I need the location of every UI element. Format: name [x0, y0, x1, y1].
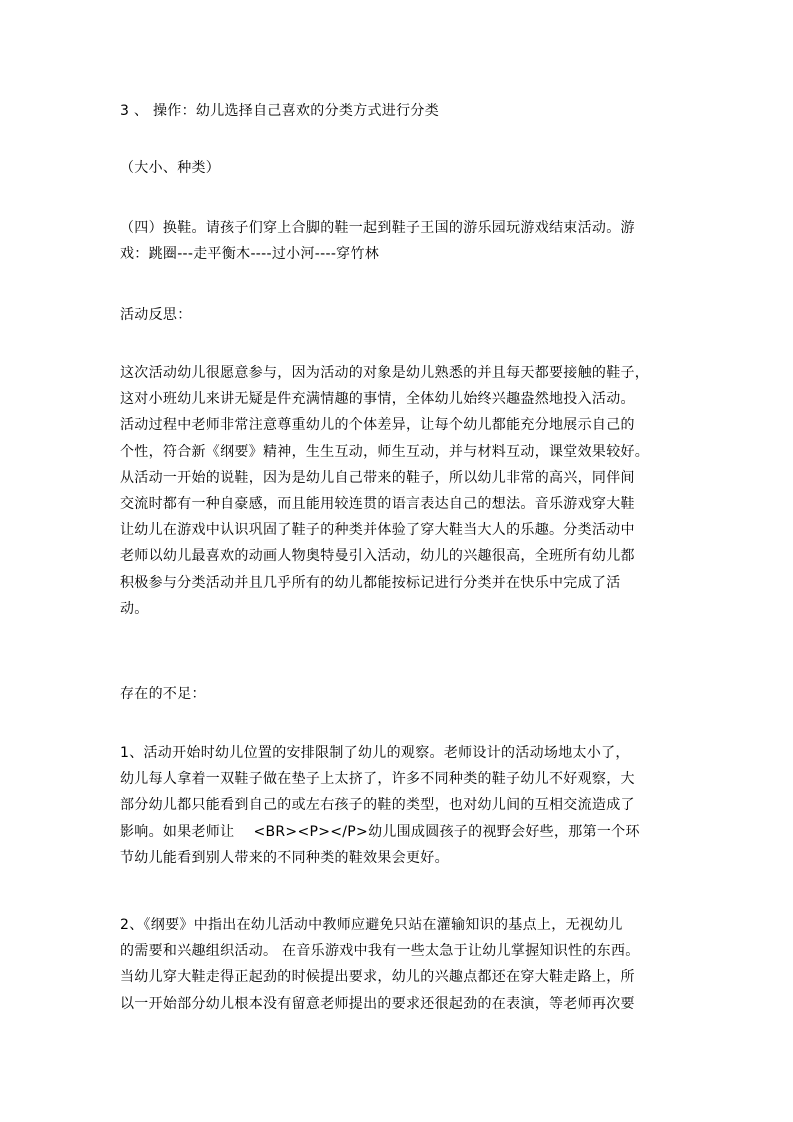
shortcoming-point-2: [120, 912, 680, 1017]
paragraph-line: 部分幼儿都只能看到自己的或左右孩子的鞋的类型，也对幼儿间的互相交流造成了: [120, 797, 635, 814]
step-4-paragraph: [120, 215, 680, 267]
paragraph-line: 个性，符合新《纲要》精神，生生互动，师生互动，并与材料互动，课堂效果较好。: [120, 443, 650, 460]
section-3-heading: 3 、 操作：幼儿选择自己喜欢的分类方式进行分类: [120, 103, 440, 119]
paragraph-line: 当幼儿穿大鞋走得正起劲的时候提出要求，幼儿的兴趣点都还在穿大鞋走路上，所: [120, 969, 635, 986]
paragraph-line: 这对小班幼儿来讲无疑是件充满情趣的事情，全体幼儿始终兴趣盎然地投入活动。: [120, 391, 635, 408]
paragraph-line: 交流时都有一种自豪感，而且能用较连贯的语言表达自己的想法。音乐游戏穿大鞋: [120, 496, 635, 513]
paragraph-line: 幼儿每人拿着一双鞋子做在垫子上太挤了，许多不同种类的鞋子幼儿不好观察，大: [120, 771, 635, 788]
size-kind-note: （大小、种类）: [120, 160, 221, 176]
paragraph-line: 活动过程中老师非常注意尊重幼儿的个体差异，让每个幼儿都能充分地展示自己的: [120, 417, 635, 434]
paragraph-line: 以一开始部分幼儿根本没有留意老师提出的要求还很起劲的在表演，等老师再次要: [120, 995, 635, 1012]
paragraph-line: 的需要和兴趣组织活动。 在音乐游戏中我有一些太急于让幼儿掌握知识性的东西。: [120, 943, 640, 960]
shortcoming-point-1: [120, 740, 680, 871]
paragraph-line: 从活动一开始的说鞋，因为是幼儿自己带来的鞋子，所以幼儿非常的高兴，同伴间: [120, 469, 635, 486]
paragraph-line: （四）换鞋。请孩子们穿上合脚的鞋一起到鞋子王国的游乐园玩游戏结束活动。游: [120, 220, 635, 236]
reflection-paragraph: [120, 360, 680, 622]
paragraph-line: 积极参与分类活动并且几乎所有的幼儿都能按标记进行分类并在快乐中完成了活: [120, 574, 621, 591]
paragraph-line: 让幼儿在游戏中认识巩固了鞋子的种类并体验了穿大鞋当大人的乐趣。分类活动中: [120, 522, 635, 539]
paragraph-line: 1、活动开始时幼儿位置的安排限制了幼儿的观察。老师设计的活动场地太小了，: [120, 745, 630, 761]
paragraph-line: 2、《纲要》中指出在幼儿活动中教师应避免只站在灌输知识的基点上，无视幼儿: [120, 917, 623, 933]
paragraph-line: 戏：跳圈---走平衡木----过小河----穿竹林: [120, 246, 380, 263]
shortcomings-title: 存在的不足：: [120, 686, 206, 702]
paragraph-line: 影响。如果老师让 <BR><P></P>幼儿围成圆孩子的视野会好些，那第一个环: [120, 823, 640, 840]
reflection-title: 活动反思：: [120, 307, 192, 323]
paragraph-line: 动。: [120, 600, 149, 617]
paragraph-line: 节幼儿能看到别人带来的不同种类的鞋效果会更好。: [120, 849, 449, 866]
paragraph-line: 老师以幼儿最喜欢的动画人物奥特曼引入活动，幼儿的兴趣很高，全班所有幼儿都: [120, 548, 635, 565]
paragraph-line: 这次活动幼儿很愿意参与，因为活动的对象是幼儿熟悉的并且每天都要接触的鞋子，: [120, 365, 650, 381]
